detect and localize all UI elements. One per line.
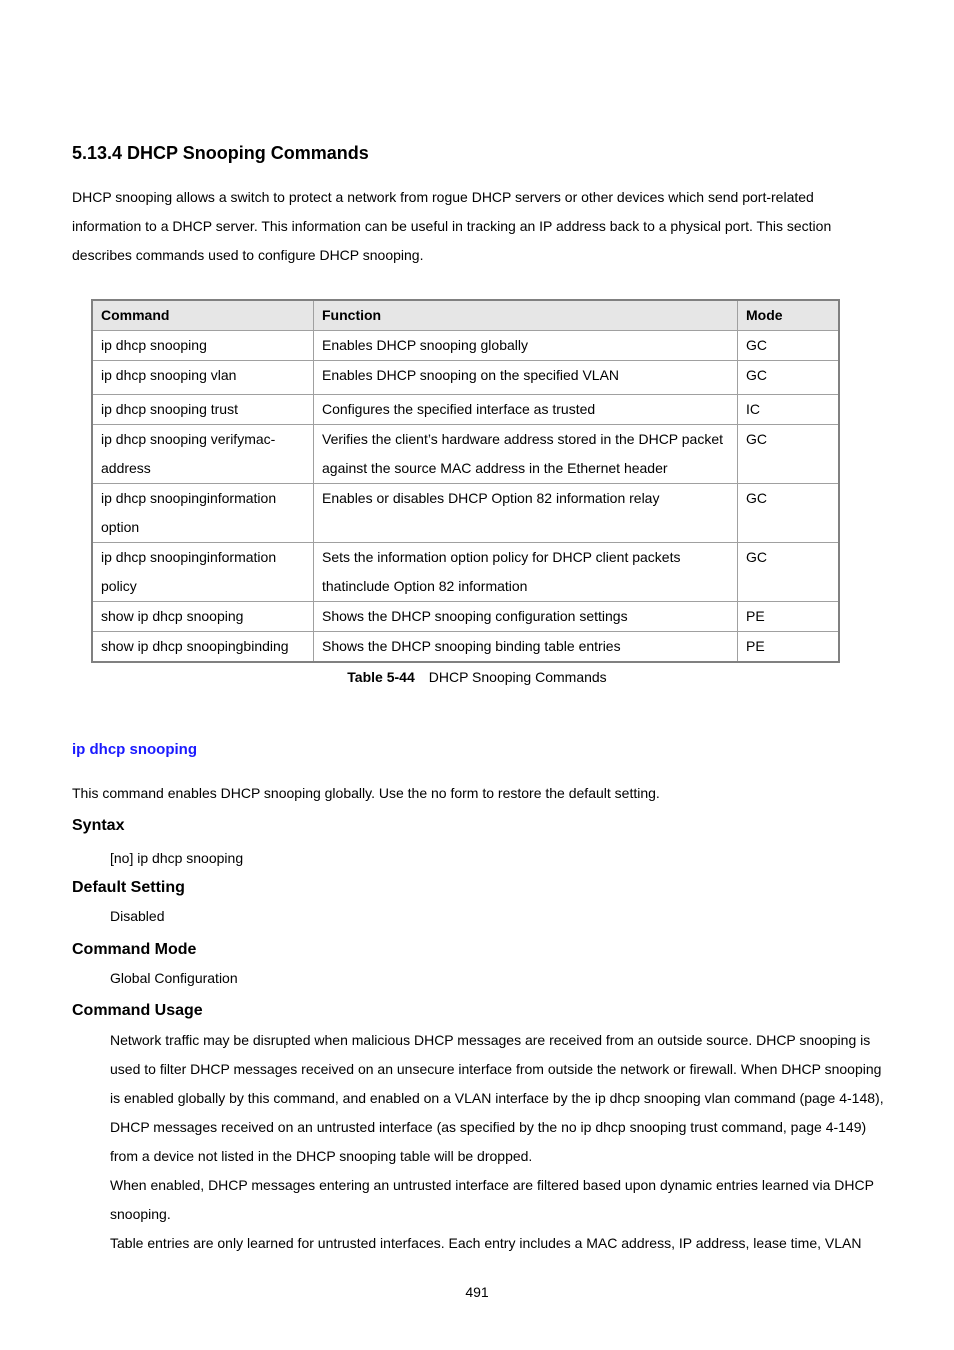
- cell-mode: GC: [738, 425, 840, 484]
- command-usage-text: [110, 1026, 886, 1258]
- cell-function: Shows the DHCP snooping configuration settings: [314, 602, 738, 632]
- header-mode: Mode: [738, 300, 840, 331]
- cell-mode: PE: [738, 602, 840, 632]
- table-row: [92, 602, 839, 632]
- commands-table: [91, 299, 840, 663]
- cell-mode: IC: [738, 395, 840, 425]
- cell-mode: GC: [738, 543, 840, 602]
- cell-mode: GC: [738, 361, 840, 395]
- cell-mode: PE: [738, 632, 840, 663]
- table-row: [92, 632, 839, 663]
- usage-paragraph: Network traffic may be disrupted when malicious DHCP messages are received from an outside source. DHCP snooping is used to filter DHCP messages received on an unsecure interface from outside the network or firewall. When DHCP snooping is enabled globally by this command, and enabled on a VLAN interface by the ip dhcp snooping vlan command (page 4-148), DHCP messages received on an untrusted interface (as specified by the no ip dhcp snooping trust command, page 4-149) from a device not listed in the DHCP snooping table will be dropped.: [110, 1032, 884, 1164]
- cell-function: Sets the information option policy for DHCP client packets thatinclude Option 82 information: [314, 543, 738, 602]
- command-mode-heading: Command Mode: [72, 941, 197, 958]
- header-function: Function: [314, 300, 738, 331]
- command-description: This command enables DHCP snooping globally. Use the no form to restore the default setting.: [72, 785, 660, 801]
- command-mode-text: Global Configuration: [110, 970, 238, 986]
- cell-function: Configures the specified interface as trusted: [314, 395, 738, 425]
- table-row: [92, 361, 839, 395]
- cell-mode: GC: [738, 331, 840, 361]
- cell-function: Shows the DHCP snooping binding table entries: [314, 632, 738, 663]
- command-usage-heading: Command Usage: [72, 1002, 203, 1019]
- table-row: [92, 395, 839, 425]
- cell-command: ip dhcp snooping vlan: [92, 361, 314, 395]
- table-caption: [0, 669, 954, 685]
- default-setting-heading: Default Setting: [72, 879, 185, 896]
- table-row: [92, 543, 839, 602]
- cell-function: Enables or disables DHCP Option 82 information relay: [314, 484, 738, 543]
- syntax-text: [no] ip dhcp snooping: [110, 850, 244, 866]
- syntax-heading: Syntax: [72, 817, 125, 834]
- cell-function: Enables DHCP snooping on the specified VLAN: [314, 361, 738, 395]
- table-header-row: [92, 300, 839, 331]
- usage-paragraph: When enabled, DHCP messages entering an untrusted interface are filtered based upon dynamic entries learned via DHCP snooping.: [110, 1177, 874, 1222]
- page-number: 491: [465, 1284, 489, 1300]
- section-title: 5.13.4 DHCP Snooping Commands: [72, 143, 369, 163]
- default-setting-text: Disabled: [110, 908, 165, 924]
- cell-command: ip dhcp snooping verifymac-address: [92, 425, 314, 484]
- cell-command: show ip dhcp snooping: [92, 602, 314, 632]
- cell-command: ip dhcp snoopinginformation option: [92, 484, 314, 543]
- table-row: [92, 425, 839, 484]
- command-heading: ip dhcp snooping: [72, 741, 197, 758]
- cell-mode: GC: [738, 484, 840, 543]
- cell-command: ip dhcp snooping trust: [92, 395, 314, 425]
- table-caption-label: Table 5-44: [347, 669, 415, 685]
- cell-command: ip dhcp snoopinginformation policy: [92, 543, 314, 602]
- intro-paragraph: DHCP snooping allows a switch to protect a network from rogue DHCP servers or other devices which send port-related information to a DHCP server. This information can be useful in tracking an IP address back to a physical port. This section describes commands used to configure DHCP snooping.: [72, 189, 832, 263]
- cell-command: ip dhcp snooping: [92, 331, 314, 361]
- table-row: [92, 331, 839, 361]
- cell-command: show ip dhcp snoopingbinding: [92, 632, 314, 663]
- header-command: Command: [92, 300, 314, 331]
- cell-function: Enables DHCP snooping globally: [314, 331, 738, 361]
- usage-paragraph: Table entries are only learned for untrusted interfaces. Each entry includes a MAC address, IP address, lease time, VLAN: [110, 1235, 862, 1251]
- table-row: [92, 484, 839, 543]
- table-caption-text: DHCP Snooping Commands: [428, 669, 607, 685]
- cell-function: Verifies the client’s hardware address stored in the DHCP packet against the source MAC address in the Ethernet header: [314, 425, 738, 484]
